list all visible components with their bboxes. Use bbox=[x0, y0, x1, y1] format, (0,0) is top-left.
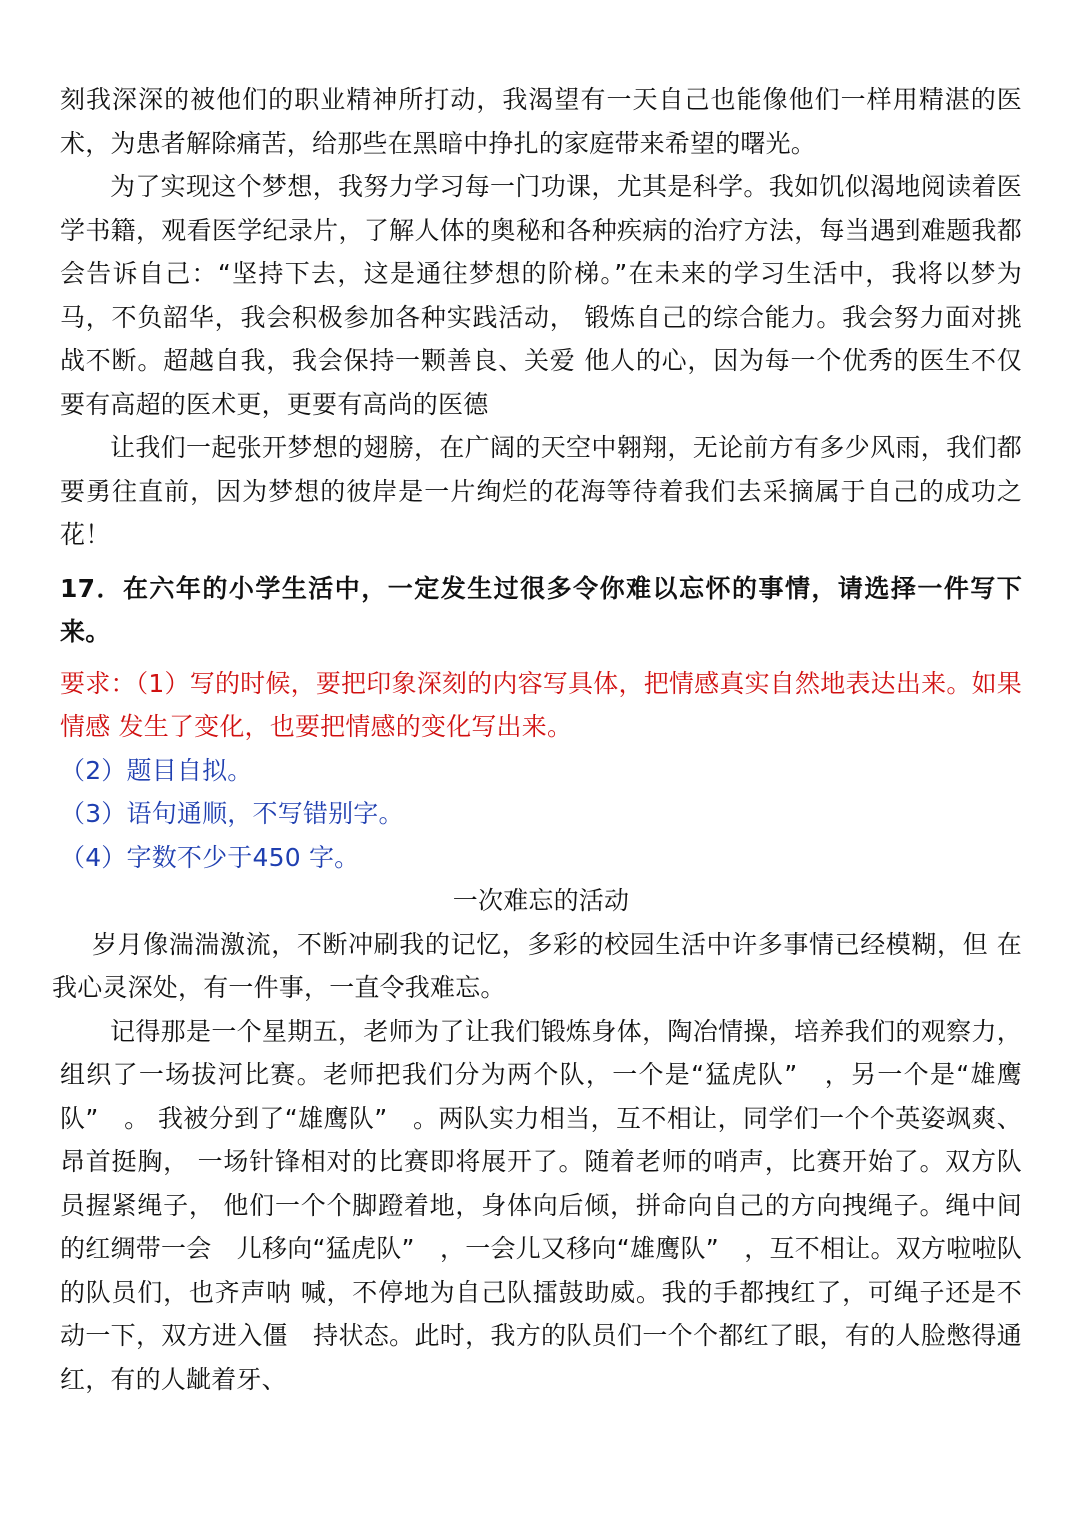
document-page bbox=[52, 78, 1022, 1401]
essay-continued-paragraph-1: 刻我深深的被他们的职业精神所打动，我渴望有一天自己也能像他们一样用精湛的医术，为患者解除痛苦，给那些在黑暗中挣扎的家庭带来希望的曙光。 bbox=[60, 85, 1022, 158]
requirement-1: 要求：（1）写的时候，要把印象深刻的内容写具体，把情感真实自然地表达出来。如果情感 发生了变化，也要把情感的变化写出来。 bbox=[60, 668, 1022, 741]
requirement-3: （3）语句通顺，不写错别字。 bbox=[60, 799, 404, 828]
essay-continued-paragraph-3: 让我们一起张开梦想的翅膀，在广阔的天空中翱翔，无论前方有多少风雨，我们都要勇往直前，因为梦想的彼岸是一片绚烂的花海等待着我们去采摘属于自己的成功之花！ bbox=[60, 433, 1022, 549]
sample-essay-paragraph-2: 记得那是一个星期五，老师为了让我们锻炼身体，陶冶情操，培养我们的观察力，组织了一场拔河比赛。老师把我们分为两个队，一个是“猛虎队” ，另一个是“雄鹰队” 。 我被分到了“雄鹰队” 。两队实力相当，互不相让，同学们一个个英姿飒爽、昂首挺胸， 一场针锋相对的比赛即将展开了。随着老师的哨声，比赛开始了。双方队员握紧绳子， 他们一个个脚蹬着地，身体向后倾，拼命向自己的方向拽绳子。绳中间的红绸带一会 儿移向“猛虎队” ，一会儿又移向“雄鹰队” ，互不相让。双方啦啦队的队员们，也齐声呐 喊，不停地为自己队擂鼓助威。我的手都拽红了，可绳子还是不动一下，双方进入僵 持状态。此时，我方的队员们一个个都红了眼，有的人脸憋得通红，有的人龇着牙、 bbox=[60, 1016, 1022, 1394]
question-17: 17．在六年的小学生活中，一定发生过很多令你难以忘怀的事情，请选择一件写下来。 bbox=[60, 573, 1022, 646]
sample-essay-paragraph-1: 岁月像湍湍激流，不断冲刷我的记忆，多彩的校园生活中许多事情已经模糊，但 在我心灵深处，有一件事，一直令我难忘。 bbox=[52, 929, 1022, 1002]
requirement-2: （2）题目自拟。 bbox=[60, 755, 253, 785]
essay-continued-paragraph-2: 为了实现这个梦想，我努力学习每一门功课，尤其是科学。我如饥似渴地阅读着医学书籍，观看医学纪录片，了解人体的奥秘和各种疾病的治疗方法，每当遇到难题我都会告诉自己：“坚持下去，这是通往梦想的阶梯。”在未来的学习生活中，我将以梦为马，不负韶华，我会积极参加各种实践活动， 锻炼自己的综合能力。我会努力面对挑战不断。超越自我，我会保持一颗善良、关爱 他人的心，因为每一个优秀的医生不仅要有高超的医术更，更要有高尚的医德 bbox=[60, 172, 1022, 419]
essay-title: 一次难忘的活动 bbox=[452, 886, 630, 915]
sample-essay bbox=[52, 923, 1022, 1402]
requirement-4: （4）字数不少于450 字。 bbox=[60, 842, 360, 872]
